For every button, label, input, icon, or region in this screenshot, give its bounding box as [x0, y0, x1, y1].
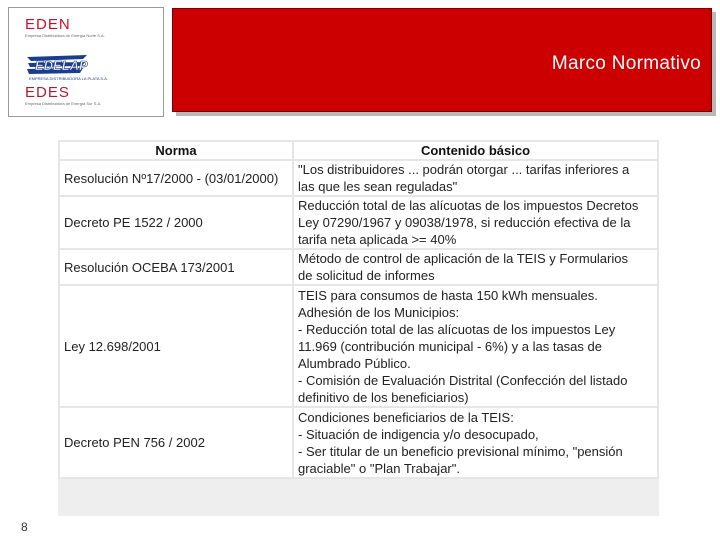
regulatory-framework-table-frame [58, 140, 659, 516]
edelap-logo [25, 54, 95, 76]
contenido-line: - Situación de indigencia y/o desocupado, [298, 426, 539, 442]
header-bar [172, 8, 712, 112]
contenido-cell [293, 407, 658, 478]
norma-cell: Resolución Nº17/2000 - (03/01/2000) [59, 160, 293, 196]
table-row [59, 160, 658, 196]
table-body [59, 160, 658, 478]
table-row [59, 285, 658, 407]
contenido-line: Reducción total de las alícuotas de los impuestos Decretos [298, 198, 639, 213]
contenido-cell [293, 249, 658, 285]
contenido-line: Condiciones beneficiarios de la TEIS: [298, 409, 514, 425]
contenido-line: las que les sean reguladas" [298, 179, 458, 194]
eden-logo [25, 17, 105, 38]
contenido-line: de solicitud de informes [298, 268, 435, 283]
contenido-cell [293, 196, 658, 249]
eden-logo-subtitle: Empresa Distribuidora de Energía Norte S.A. [25, 33, 105, 38]
table-header-row [59, 141, 658, 160]
edelap-logo-subtitle: EMPRESA DISTRIBUIDORA LA PLATA S.A. [29, 76, 108, 81]
contenido-line: Alumbrado Público. [298, 355, 411, 371]
regulatory-framework-table [58, 140, 659, 479]
company-logos-panel [8, 7, 164, 117]
contenido-line: Método de control de aplicación de la TEIS y Formularios [298, 251, 628, 266]
contenido-line: Ley 07290/1967 y 09038/1978, si reducción efectiva de la [298, 215, 631, 230]
norma-cell: Resolución OCEBA 173/2001 [59, 249, 293, 285]
column-header-norma: Norma [59, 141, 293, 160]
contenido-line: definitivo de los beneficiarios) [298, 389, 469, 405]
contenido-cell [293, 285, 658, 407]
table-row [59, 407, 658, 478]
page-number: 8 [21, 520, 28, 534]
contenido-line: Adhesión de los Municipios: [298, 304, 460, 320]
contenido-line: graciable" o "Plan Trabajar". [298, 460, 460, 476]
norma-cell: Decreto PEN 756 / 2002 [59, 407, 293, 478]
page-title: Marco Normativo [551, 53, 701, 74]
table-row [59, 249, 658, 285]
table-row [59, 196, 658, 249]
contenido-line: - Reducción total de las alícuotas de los impuestos Ley [298, 321, 616, 337]
contenido-line: tarifa neta aplicada >= 40% [298, 232, 457, 247]
norma-cell: Decreto PE 1522 / 2000 [59, 196, 293, 249]
eden-logo-name: EDEN [25, 16, 71, 33]
norma-cell: Ley 12.698/2001 [59, 285, 293, 407]
edelap-logo-name: EDELAP [35, 58, 88, 73]
contenido-line: "Los distribuidores ... podrán otorgar ... tarifas inferiores a [298, 162, 630, 177]
contenido-line: - Comisión de Evaluación Distrital (Confección del listado [298, 372, 628, 388]
contenido-line: - Ser titular de un beneficio previsional mínimo, "pensión [298, 443, 623, 459]
edes-logo [25, 85, 101, 106]
contenido-line: TEIS para consumos de hasta 150 kWh mensuales. [298, 287, 598, 303]
column-header-contenido: Contenido básico [293, 141, 658, 160]
edes-logo-name: EDES [25, 84, 70, 101]
contenido-line: 11.969 (contribución municipal - 6%) y a las tasas de [298, 338, 602, 354]
edes-logo-subtitle: Empresa Distribuidora de Energía Sur S.A. [25, 101, 102, 106]
contenido-cell [293, 160, 658, 196]
